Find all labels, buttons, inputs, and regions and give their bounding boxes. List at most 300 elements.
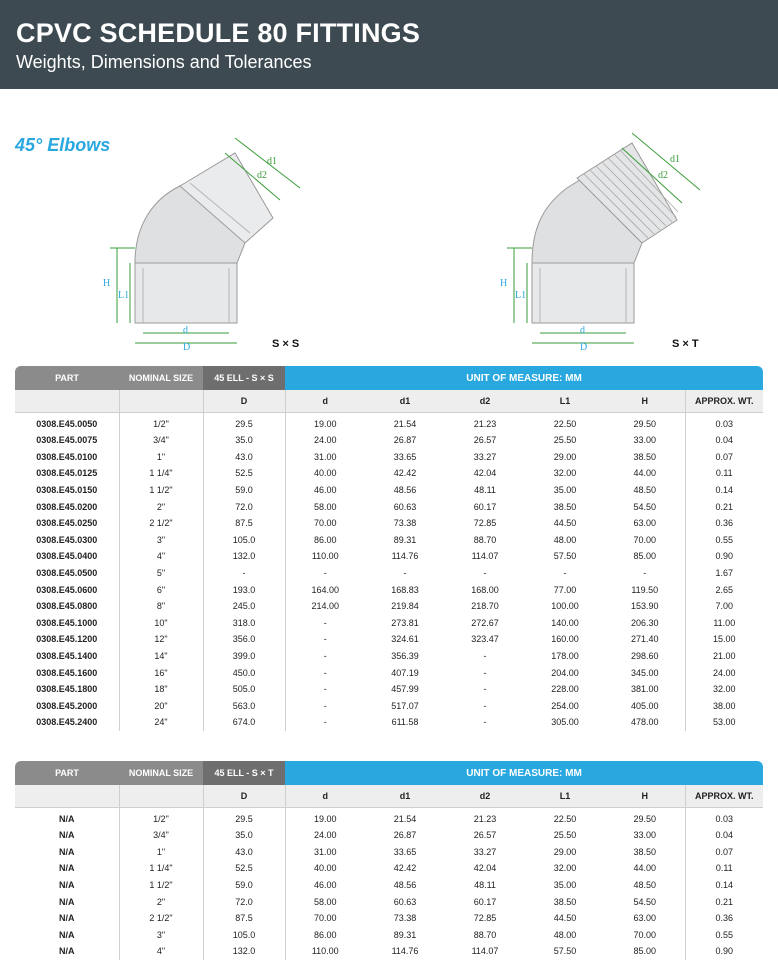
table-row [15, 664, 763, 681]
col-header-D: D [203, 785, 285, 807]
table-cell: 21.54 [393, 419, 417, 430]
table-cell: 0.90 [715, 946, 734, 957]
table-cell: 254.00 [551, 700, 579, 711]
table-cell: 19.00 [313, 419, 337, 430]
table-cell: 48.00 [553, 929, 577, 940]
table-cell: 407.19 [391, 667, 419, 678]
table-cell: 0.11 [715, 468, 733, 479]
table-cell: 478.00 [605, 714, 685, 731]
table-cell: 33.00 [605, 827, 685, 844]
table-cell: 132.0 [203, 943, 285, 960]
part-number-cell: 0308.E45.1000 [15, 615, 119, 632]
table-cell: - [483, 568, 487, 579]
table-cell: 160.00 [551, 634, 579, 645]
table-cell: 31.00 [313, 451, 337, 462]
table-cell: 72.85 [473, 518, 497, 529]
part-number-cell: 0308.E45.0250 [15, 515, 119, 532]
table-cell: - [323, 568, 327, 579]
col-header-unit: UNIT OF MEASURE: MM [285, 761, 763, 785]
table-cell: 0.21 [715, 896, 734, 907]
table-cell: 114.76 [391, 946, 419, 957]
dim-label-D: D [580, 342, 588, 353]
elbow-s-x-s-diagram [95, 128, 315, 358]
table-cell: 1/2" [119, 807, 203, 827]
dim-label-d1: d1 [267, 156, 277, 167]
col-header-part: PART [15, 761, 119, 785]
table-cell: 11.00 [713, 617, 736, 628]
table-row [15, 927, 763, 944]
table-cell: 140.00 [551, 617, 579, 628]
table-cell: 43.0 [203, 449, 285, 466]
table-cell: 114.76 [391, 551, 419, 562]
table-cell: 63.00 [605, 515, 685, 532]
dim-label-h: H [103, 278, 111, 289]
table-cell: 1" [119, 844, 203, 861]
table-cell: 60.17 [473, 896, 497, 907]
table-row [15, 482, 763, 499]
table-cell: 48.11 [474, 880, 496, 891]
table-cell: 24.00 [713, 667, 736, 678]
table-cell: 4" [119, 943, 203, 960]
col-header-L1: L1 [525, 785, 605, 807]
table-cell: 38.50 [553, 501, 577, 512]
table-cell: 0.14 [715, 485, 734, 496]
page-header [0, 0, 778, 89]
table-cell: 22.50 [553, 419, 577, 430]
table-cell: 48.50 [605, 877, 685, 894]
table-cell: 44.50 [553, 913, 577, 924]
table-cell: 1 1/2" [119, 877, 203, 894]
table-row [15, 581, 763, 598]
table-cell: 32.00 [553, 468, 577, 479]
table-cell: 24.00 [313, 435, 337, 446]
table-cell: 26.87 [393, 435, 417, 446]
table-cell: 85.00 [605, 548, 685, 565]
part-number-cell: N/A [15, 910, 119, 927]
table-cell: 5" [119, 565, 203, 582]
table-cell: 22.50 [553, 814, 577, 825]
table-cell: 0.11 [715, 863, 733, 874]
dim-label-d1: d1 [670, 154, 680, 165]
part-number-cell: 0308.E45.1400 [15, 648, 119, 665]
table-cell: 4" [119, 548, 203, 565]
table-cell: - [483, 651, 487, 662]
part-number-cell: 0308.E45.0050 [15, 412, 119, 432]
table-cell: 505.0 [203, 681, 285, 698]
table-cell: 204.00 [551, 667, 579, 678]
table-cell: 87.5 [203, 515, 285, 532]
table-row [15, 498, 763, 515]
table-cell: 29.50 [605, 807, 685, 827]
part-number-cell: 0308.E45.2400 [15, 714, 119, 731]
table-cell: 46.00 [313, 485, 337, 496]
table-cell: 21.23 [473, 419, 497, 430]
table-cell: 10" [119, 615, 203, 632]
part-number-cell: 0308.E45.1800 [15, 681, 119, 698]
table-cell: 88.70 [473, 929, 497, 940]
table-cell: 228.00 [551, 684, 579, 695]
table-row [15, 807, 763, 827]
table-cell: 214.00 [311, 601, 340, 612]
table-cell: 38.00 [713, 700, 736, 711]
part-number-cell: N/A [15, 844, 119, 861]
table-cell: 60.63 [393, 896, 417, 907]
table-cell: 0.55 [715, 929, 734, 940]
table-cell: 48.56 [393, 880, 417, 891]
table-cell: 85.00 [605, 943, 685, 960]
col-header-nominal-size: NOMINAL SIZE [119, 761, 203, 785]
table-cell: 0.03 [715, 419, 734, 430]
table-cell: 2 1/2" [119, 910, 203, 927]
table-cell: 60.17 [473, 501, 497, 512]
table-cell: 1 1/4" [119, 860, 203, 877]
table-cell: 25.50 [553, 830, 577, 841]
table-cell: 3" [119, 927, 203, 944]
table-cell: 60.63 [393, 501, 417, 512]
table-row [15, 631, 763, 648]
table-cell: - [323, 617, 327, 628]
table-cell: 53.00 [713, 717, 736, 728]
col-header-L1: L1 [525, 390, 605, 412]
table-cell: 0.07 [715, 846, 734, 857]
table-row [15, 449, 763, 466]
table-cell: 89.31 [393, 534, 417, 545]
table-cell: 38.50 [553, 896, 577, 907]
table-cell: 29.5 [203, 807, 285, 827]
table-cell: 193.0 [203, 581, 285, 598]
table-row [15, 910, 763, 927]
table-cell: 1 1/4" [119, 465, 203, 482]
table-cell: 245.0 [203, 598, 285, 615]
table-cell: - [323, 700, 327, 711]
table-cell: 70.00 [605, 927, 685, 944]
table-cell: 0.55 [715, 534, 734, 545]
table-cell: 44.00 [605, 860, 685, 877]
table-cell: 86.00 [313, 534, 337, 545]
table-cell: 48.56 [393, 485, 417, 496]
table-cell: 86.00 [313, 929, 337, 940]
table-cell: 32.00 [553, 863, 577, 874]
table-cell: 57.50 [553, 946, 577, 957]
table-cell: 63.00 [605, 910, 685, 927]
table-cell: 14" [119, 648, 203, 665]
table-row [15, 615, 763, 632]
table-cell: 33.65 [393, 846, 417, 857]
table-cell: 38.50 [605, 449, 685, 466]
table-cell: 48.11 [474, 485, 496, 496]
table-cell: 611.58 [391, 717, 419, 728]
diagram-label-s-x-s: S × S [272, 338, 300, 350]
part-number-cell: 0308.E45.1600 [15, 664, 119, 681]
table-cell: 72.0 [203, 893, 285, 910]
table-row [15, 943, 763, 960]
table-cell: 87.5 [203, 910, 285, 927]
table-cell: 72.85 [473, 913, 497, 924]
part-number-cell: N/A [15, 927, 119, 944]
part-number-cell: 0308.E45.0125 [15, 465, 119, 482]
part-number-cell: N/A [15, 943, 119, 960]
table-cell: 38.50 [605, 844, 685, 861]
table-cell: 16" [119, 664, 203, 681]
table-cell: 323.47 [471, 634, 499, 645]
col-header-D: D [203, 390, 285, 412]
col-header-approx-wt: APPROX. WT. [685, 390, 763, 412]
table-cell: 88.70 [473, 534, 497, 545]
table-cell: 114.07 [471, 551, 499, 562]
part-number-cell: 0308.E45.2000 [15, 698, 119, 715]
table-cell: 219.84 [391, 601, 419, 612]
table-cell: 52.5 [203, 860, 285, 877]
table-cell: 29.5 [203, 412, 285, 432]
table-cell: 298.60 [605, 648, 685, 665]
col-header-d1: d1 [365, 785, 445, 807]
table-cell: 21.00 [713, 651, 736, 662]
table-cell: 25.50 [553, 435, 577, 446]
table-cell: 57.50 [553, 551, 577, 562]
table-cell: 18" [119, 681, 203, 698]
dim-label-D: D [183, 342, 191, 353]
table-row [15, 681, 763, 698]
table-cell: 29.00 [553, 846, 577, 857]
dimensions-table-s-x-t [15, 761, 763, 960]
table-cell: - [483, 667, 487, 678]
table-row [15, 598, 763, 615]
table-cell: 6" [119, 581, 203, 598]
table-cell: 46.00 [313, 880, 337, 891]
table-cell: 58.00 [313, 501, 337, 512]
table-cell: 105.0 [203, 532, 285, 549]
table-cell: 42.04 [473, 863, 497, 874]
col-header-d1: d1 [365, 390, 445, 412]
table-cell: 178.00 [551, 651, 579, 662]
table-cell: 674.0 [203, 714, 285, 731]
part-number-cell: 0308.E45.0200 [15, 498, 119, 515]
table-cell: 33.65 [393, 451, 417, 462]
table-cell: 1" [119, 449, 203, 466]
table-cell: 153.90 [605, 598, 685, 615]
table-cell: 70.00 [313, 518, 337, 529]
table-cell: - [323, 651, 327, 662]
dim-label-d2: d2 [257, 170, 267, 181]
part-number-cell: 0308.E45.0500 [15, 565, 119, 582]
table-cell: 105.0 [203, 927, 285, 944]
table-cell: 35.0 [203, 432, 285, 449]
table-cell: 271.40 [605, 631, 685, 648]
table-cell: 457.99 [391, 684, 419, 695]
part-number-cell: 0308.E45.0150 [15, 482, 119, 499]
table-cell: 24.00 [313, 830, 337, 841]
part-number-cell: 0308.E45.0600 [15, 581, 119, 598]
table-row [15, 515, 763, 532]
table-row [15, 548, 763, 565]
table-cell: - [203, 565, 285, 582]
table-cell: - [403, 568, 407, 579]
table-cell: 0.07 [715, 451, 734, 462]
table-cell: 517.07 [391, 700, 419, 711]
table-cell: 33.27 [473, 451, 497, 462]
dim-label-l1: L1 [515, 290, 527, 301]
table-row [15, 648, 763, 665]
dimensions-table-s-x-s [15, 366, 763, 731]
page-subtitle: Weights, Dimensions and Tolerances [16, 52, 312, 72]
table-row [15, 714, 763, 731]
page-title: CPVC SCHEDULE 80 FITTINGS [16, 18, 421, 48]
table-row [15, 698, 763, 715]
table-row [15, 860, 763, 877]
dim-label-d: d [580, 325, 585, 336]
table-cell: 73.38 [393, 518, 417, 529]
table-cell: 273.81 [391, 617, 419, 628]
table-cell: 3/4" [119, 827, 203, 844]
col-header-nominal-size: NOMINAL SIZE [119, 366, 203, 390]
dim-label-l1: L1 [118, 290, 130, 301]
table-cell: 48.50 [605, 482, 685, 499]
table-cell: 0.14 [715, 880, 734, 891]
table-cell: 0.21 [715, 501, 734, 512]
table-cell: 450.0 [203, 664, 285, 681]
table-cell: 20" [119, 698, 203, 715]
col-header-d: d [285, 390, 365, 412]
table-cell: 399.0 [203, 648, 285, 665]
table-cell: 70.00 [313, 913, 337, 924]
table-cell: 33.00 [605, 432, 685, 449]
table-cell: 405.00 [605, 698, 685, 715]
table-cell: - [483, 717, 487, 728]
part-number-cell: N/A [15, 877, 119, 894]
table-cell: 24" [119, 714, 203, 731]
table-cell: 59.0 [203, 877, 285, 894]
table-cell: 15.00 [713, 634, 736, 645]
col-header-H: H [605, 785, 685, 807]
part-number-cell: N/A [15, 827, 119, 844]
section-title: 45° Elbows [15, 135, 111, 155]
elbow-s-x-t-diagram [492, 128, 712, 358]
table-cell: 54.50 [605, 893, 685, 910]
table-cell: 29.50 [605, 412, 685, 432]
table-row [15, 877, 763, 894]
part-number-cell: 0308.E45.0300 [15, 532, 119, 549]
table-cell: - [605, 565, 685, 582]
table-cell: - [563, 568, 567, 579]
table-cell: 43.0 [203, 844, 285, 861]
table-cell: 44.50 [553, 518, 577, 529]
col-header-d: d [285, 785, 365, 807]
table-cell: 31.00 [313, 846, 337, 857]
part-number-cell: N/A [15, 807, 119, 827]
table-cell: 563.0 [203, 698, 285, 715]
table-cell: 168.00 [471, 584, 499, 595]
table-cell: 3" [119, 532, 203, 549]
table-cell: - [323, 717, 327, 728]
table-cell: 73.38 [393, 913, 417, 924]
col-header-fitting: 45 ELL - S × S [203, 366, 285, 390]
table-cell: 77.00 [553, 584, 577, 595]
part-number-cell: 0308.E45.0800 [15, 598, 119, 615]
table-cell: 54.50 [605, 498, 685, 515]
table-cell: 164.00 [311, 584, 340, 595]
table-cell: 1.67 [715, 568, 734, 579]
table-cell: 0.03 [715, 814, 734, 825]
table-cell: 2" [119, 893, 203, 910]
col-header-H: H [605, 390, 685, 412]
table-cell: 119.50 [605, 581, 685, 598]
part-number-cell: 0308.E45.0100 [15, 449, 119, 466]
table-cell: 3/4" [119, 432, 203, 449]
table-cell: 318.0 [203, 615, 285, 632]
table-cell: 168.83 [391, 584, 419, 595]
table-cell: - [323, 684, 327, 695]
table-cell: 19.00 [313, 814, 337, 825]
table-cell: 52.5 [203, 465, 285, 482]
part-number-cell: N/A [15, 860, 119, 877]
table-cell: 7.00 [715, 601, 734, 612]
table-cell: 21.54 [393, 814, 417, 825]
table-cell: 356.0 [203, 631, 285, 648]
table-cell: 70.00 [605, 532, 685, 549]
table-cell: 132.0 [203, 548, 285, 565]
table-cell: 0.04 [715, 435, 734, 446]
table-row [15, 532, 763, 549]
table-cell: 0.36 [715, 518, 734, 529]
table-cell: 40.00 [313, 468, 337, 479]
table-cell: 1 1/2" [119, 482, 203, 499]
table-cell: - [323, 634, 327, 645]
part-number-cell: 0308.E45.0075 [15, 432, 119, 449]
table-cell: 42.42 [393, 468, 417, 479]
dim-label-d: d [183, 325, 188, 336]
table-cell: 356.39 [391, 651, 419, 662]
col-header-approx-wt: APPROX. WT. [685, 785, 763, 807]
dim-label-h: H [500, 278, 508, 289]
table-cell: 100.00 [551, 601, 579, 612]
table-cell: 35.00 [553, 880, 577, 891]
table-cell: 0.36 [715, 913, 734, 924]
table-cell: 1/2" [119, 412, 203, 432]
table-cell: 345.00 [605, 664, 685, 681]
table-cell: 2.65 [715, 584, 734, 595]
table-cell: 42.42 [393, 863, 417, 874]
table-cell: 0.90 [715, 551, 734, 562]
table-cell: 381.00 [605, 681, 685, 698]
table-cell: 59.0 [203, 482, 285, 499]
table-cell: 35.00 [553, 485, 577, 496]
table-row [15, 827, 763, 844]
table-cell: 33.27 [473, 846, 497, 857]
col-header-part: PART [15, 366, 119, 390]
table-cell: 8" [119, 598, 203, 615]
table-cell: 206.30 [605, 615, 685, 632]
part-number-cell: 0308.E45.0400 [15, 548, 119, 565]
table-cell: 110.00 [311, 946, 339, 957]
table-row [15, 412, 763, 432]
col-header-d2: d2 [445, 785, 525, 807]
table-cell: 21.23 [473, 814, 497, 825]
table-cell: 2" [119, 498, 203, 515]
col-header-d2: d2 [445, 390, 525, 412]
table-cell: 324.61 [391, 634, 419, 645]
table-cell: 26.57 [473, 830, 497, 841]
table-cell: 305.00 [551, 717, 579, 728]
table-cell: - [323, 667, 327, 678]
table-cell: 218.70 [471, 601, 499, 612]
table-cell: 26.57 [473, 435, 497, 446]
table-cell: 12" [119, 631, 203, 648]
table-cell: 44.00 [605, 465, 685, 482]
table-cell: 114.07 [471, 946, 499, 957]
part-number-cell: N/A [15, 893, 119, 910]
table-cell: 40.00 [313, 863, 337, 874]
table-row [15, 465, 763, 482]
